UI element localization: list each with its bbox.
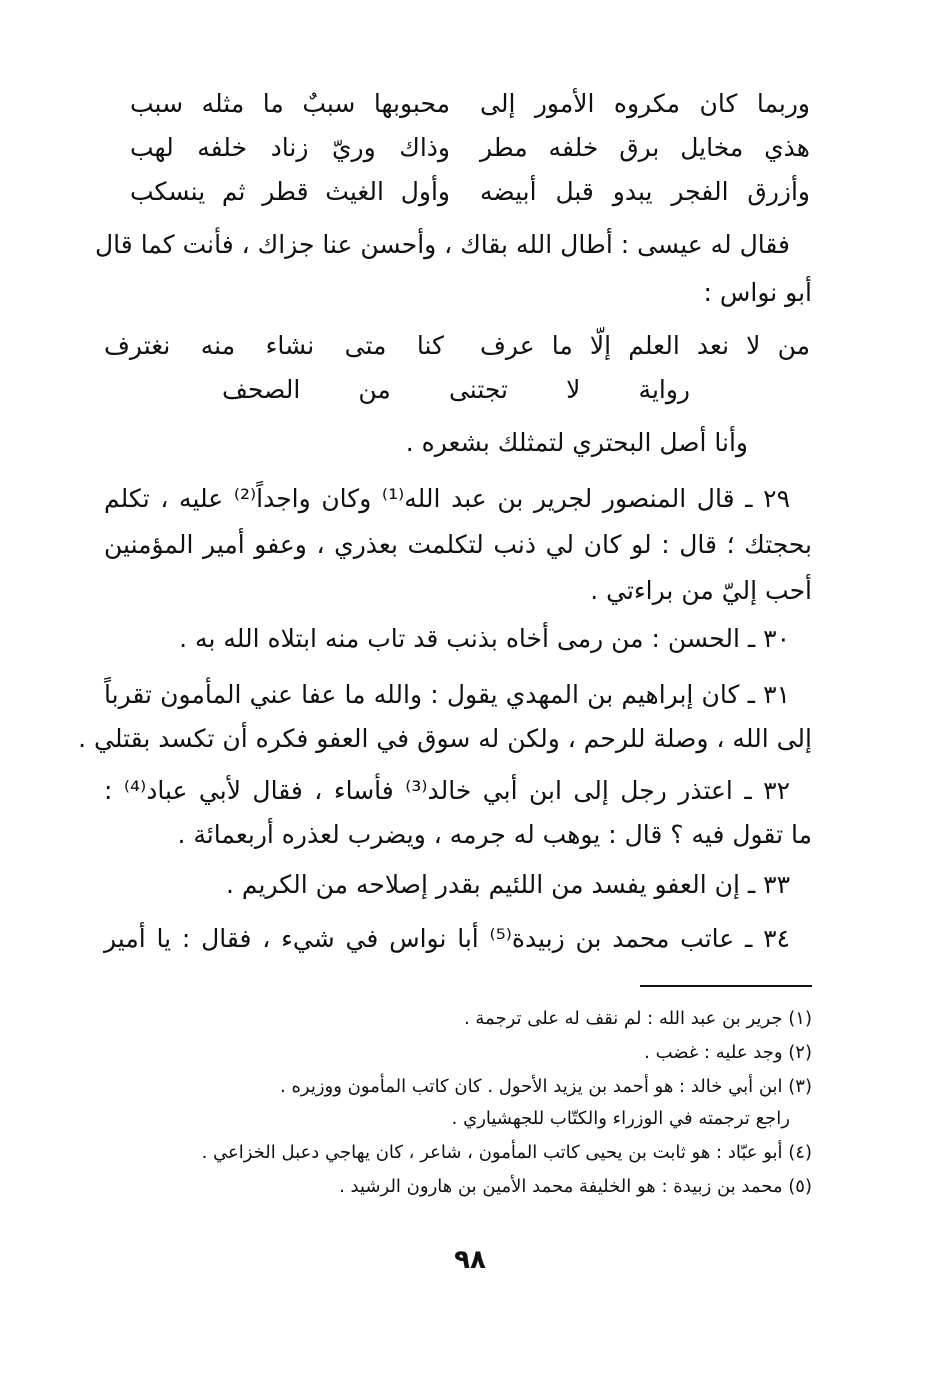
paragraph-line: ٣٤ ـ عاتب محمد بن زبيدة⁽⁵⁾ أبا نواس في شيء ، فقال : يا أمير bbox=[104, 924, 790, 953]
paragraph-line: أبو نواس : bbox=[703, 278, 812, 307]
paragraph-line: فقال له عيسى : أطال الله بقاك ، وأحسن عنا جزاك ، فأنت كما قال bbox=[95, 230, 790, 259]
footnote: (١) جرير بن عبد الله : لم نقف له على ترجمة . bbox=[463, 1008, 812, 1029]
paragraph-line: ٣١ ـ كان إبراهيم بن المهدي يقول : والله ما عفا عني المأمون تقرباً bbox=[104, 680, 790, 709]
footnote: (٥) محمد بن زبيدة : هو الخليفة محمد الأمين بن هارون الرشيد . bbox=[339, 1176, 812, 1197]
paragraph-line: إلى الله ، وصلة للرحم ، ولكن له سوق في العفو فكره أن تكسد بقتلي . bbox=[78, 724, 812, 753]
page-number: ٩٨ bbox=[454, 1245, 486, 1275]
footnote: (٢) وجد عليه : غضب . bbox=[644, 1042, 812, 1063]
verse-line bbox=[104, 326, 810, 366]
verse-hemistich-left: كنا متى نشاء منه نغترف bbox=[104, 331, 444, 360]
verse-hemistich-left: محبوبها سببٌ ما مثله سبب bbox=[130, 89, 450, 118]
verse-hemistich-right: من لا نعد العلم إلّا ما عرف bbox=[480, 331, 810, 360]
verse-line bbox=[130, 128, 810, 168]
footnote-separator bbox=[640, 985, 812, 987]
verse-hemistich-left: وأول الغيث قطر ثم ينسكب bbox=[130, 177, 450, 206]
paragraph-line: ٣٣ ـ إن العفو يفسد من اللئيم بقدر إصلاحه من الكريم . bbox=[226, 870, 790, 899]
paragraph-line: ٣٠ ـ الحسن : من رمى أخاه بذنب قد تاب منه ابتلاه الله به . bbox=[179, 624, 790, 653]
footnote-continuation: راجع ترجمته في الوزراء والكتّاب للجهشياري . bbox=[451, 1108, 790, 1129]
verse-hemistich-left: وذاك وريّ زناد خلفه لهب bbox=[130, 133, 450, 162]
paragraph-line: بحجتك ؛ قال : لو كان لي ذنب لتكلمت بعذري ، وعفو أمير المؤمنين bbox=[104, 530, 812, 559]
footnote: (٣) ابن أبي خالد : هو أحمد بن يزيد الأحول . كان كاتب المأمون ووزيره . bbox=[280, 1076, 812, 1097]
paragraph-line: ٣٢ ـ اعتذر رجل إلى ابن أبي خالد⁽³⁾ فأساء ، فقال لأبي عباد⁽⁴⁾ : bbox=[104, 776, 790, 805]
paragraph-line: وأنا أصل البحتري لتمثلك بشعره . bbox=[405, 428, 748, 457]
paragraph-line: ٢٩ ـ قال المنصور لجرير بن عبد الله⁽¹⁾ وكان واجداً⁽²⁾ عليه ، تكلم bbox=[104, 484, 790, 513]
paragraph-line: أحب إليّ من براءتي . bbox=[590, 576, 812, 605]
footnote: (٤) أبو عبّاد : هو ثابت بن يحيى كاتب المأمون ، شاعر ، كان يهاجي دعبل الخزاعي . bbox=[201, 1142, 812, 1163]
verse-hemistich-right: وأزرق الفجر يبدو قبل أبيضه bbox=[480, 177, 810, 206]
verse-line bbox=[130, 172, 810, 212]
paragraph-line: ما تقول فيه ؟ قال : يوهب له جرمه ، ويضرب لعذره أربعمائة . bbox=[177, 820, 812, 849]
verse-hemistich-right: هذي مخايل برق خلفه مطر bbox=[480, 133, 810, 162]
verse-line bbox=[130, 84, 810, 124]
verse-line-centered: رواية لا تجتنى من الصحف bbox=[222, 375, 690, 404]
verse-hemistich-right: وربما كان مكروه الأمور إلى bbox=[480, 89, 810, 118]
